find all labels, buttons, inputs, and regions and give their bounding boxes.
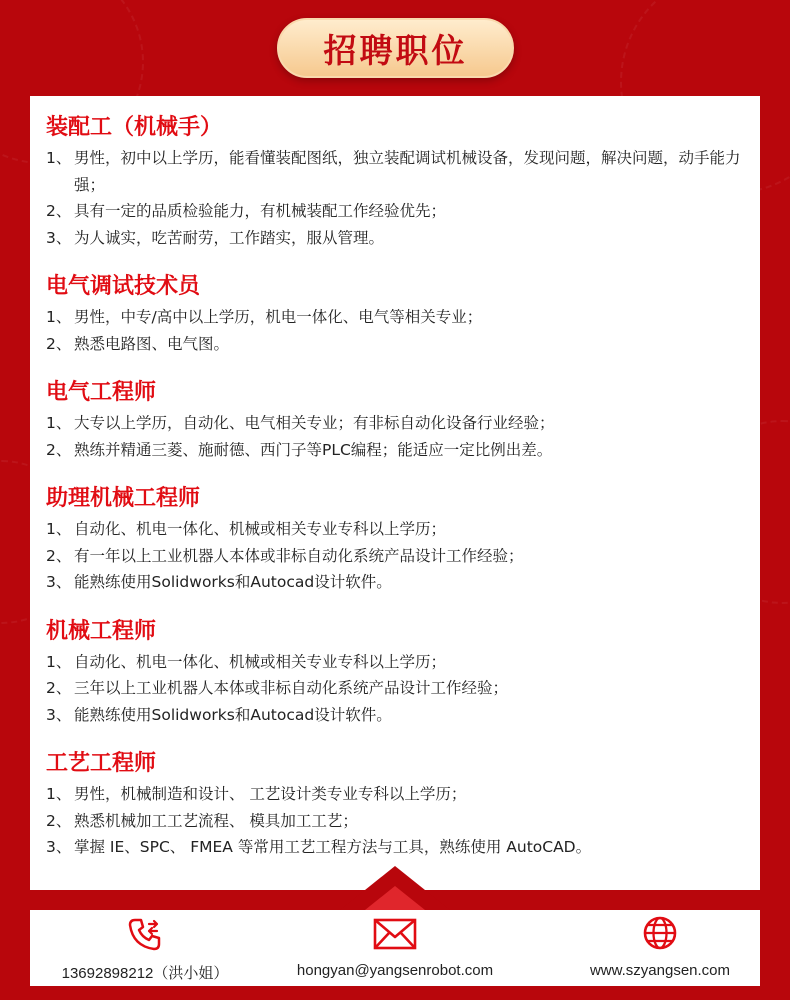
- contact-phone: [40, 910, 250, 983]
- requirement-number: 2、: [46, 334, 72, 353]
- requirement-item: [46, 410, 766, 437]
- job-title: 装配工（机械手）: [46, 115, 223, 140]
- job-section: [46, 616, 766, 729]
- job-title: 电气工程师: [46, 380, 157, 405]
- requirement-item: [46, 198, 766, 225]
- job-title: 电气调试技术员: [46, 274, 201, 299]
- globe-icon: [560, 910, 760, 952]
- title-badge: [277, 18, 514, 78]
- requirement-item: [46, 225, 766, 252]
- requirement-text: 男性，中专/高中以上学历，机电一体化、电气等相关专业；: [74, 308, 483, 326]
- requirement-text: 能熟练使用Solidworks和Autocad设计软件。: [74, 573, 392, 591]
- requirement-text: 有一年以上工业机器人本体或非标自动化系统产品设计工作经验；: [74, 546, 524, 565]
- email-text: hongyan@yangsenrobot.com: [296, 962, 494, 979]
- requirement-number: 3、: [46, 228, 72, 247]
- requirement-number: 2、: [46, 679, 72, 697]
- job-sections: [46, 112, 766, 881]
- requirement-text: 自动化、机电一体化、机械或相关专业专科以上学历；: [74, 652, 447, 671]
- phone-text: 13692898212（洪小姐）: [61, 965, 229, 982]
- requirement-number: 3、: [46, 573, 72, 591]
- requirement-item: [46, 331, 766, 358]
- job-title: 助理机械工程师: [46, 486, 201, 511]
- requirement-number: 1、: [46, 785, 72, 803]
- requirement-item: [46, 145, 766, 198]
- requirement-number: 2、: [46, 440, 72, 459]
- website-text: www.szyangsen.com: [589, 962, 731, 979]
- requirement-text: 具有一定的品质检验能力，有机械装配工作经验优先；: [74, 202, 447, 220]
- phone-icon: [40, 910, 250, 952]
- requirement-item: [46, 437, 766, 464]
- requirement-text: 三年以上工业机器人本体或非标自动化系统产品设计工作经验；: [74, 679, 509, 697]
- requirement-text: 掌握 IE、SPC、 FMEA 等常用工艺工程方法与工具，熟练使用 AutoCAD。: [74, 838, 592, 856]
- requirement-number: 3、: [46, 838, 72, 856]
- requirement-item: [46, 675, 766, 702]
- job-section: [46, 483, 766, 596]
- envelope-icon: [270, 910, 520, 952]
- requirement-number: 2、: [46, 811, 72, 830]
- requirement-item: [46, 702, 766, 729]
- requirement-number: 1、: [46, 652, 72, 671]
- job-section: [46, 271, 766, 357]
- requirement-text: 自动化、机电一体化、机械或相关专业专科以上学历；: [74, 520, 447, 538]
- requirement-item: [46, 543, 766, 570]
- contact-bar: [30, 910, 760, 986]
- job-section: [46, 112, 766, 251]
- requirement-number: 1、: [46, 149, 72, 167]
- requirement-text: 熟悉机械加工工艺流程、 模具加工工艺；: [74, 811, 358, 830]
- requirement-text: 大专以上学历，自动化、电气相关专业；有非标自动化设备行业经验；: [74, 414, 555, 432]
- requirement-number: 1、: [46, 520, 72, 538]
- job-section: [46, 748, 766, 861]
- requirement-text: 能熟练使用Solidworks和Autocad设计软件。: [74, 705, 392, 724]
- requirement-item: [46, 834, 766, 861]
- requirement-item: [46, 304, 766, 331]
- requirement-number: 1、: [46, 414, 72, 432]
- requirement-text: 熟练并精通三菱、施耐德、西门子等PLC编程；能适应一定比例出差。: [74, 440, 553, 459]
- job-section: [46, 377, 766, 463]
- requirement-item: [46, 569, 766, 596]
- job-title: 机械工程师: [46, 618, 157, 644]
- requirement-text: 男性，初中以上学历，能看懂装配图纸，独立装配调试机械设备，发现问题，解决问题，动手能力强；: [74, 149, 741, 194]
- requirement-item: [46, 649, 766, 676]
- requirement-item: [46, 808, 766, 835]
- requirement-text: 熟悉电路图、电气图。: [74, 334, 230, 353]
- requirement-item: [46, 516, 766, 543]
- requirement-number: 3、: [46, 705, 72, 724]
- requirement-item: [46, 781, 766, 808]
- requirement-number: 2、: [46, 202, 72, 220]
- requirement-number: 1、: [46, 308, 72, 326]
- requirement-text: 男性，机械制造和设计、 工艺设计类专业专科以上学历；: [74, 785, 467, 803]
- job-title: 工艺工程师: [46, 751, 157, 776]
- contact-website: [560, 910, 760, 979]
- requirement-number: 2、: [46, 546, 72, 565]
- page-title: 招聘职位: [323, 30, 468, 70]
- contact-email: [270, 910, 520, 979]
- chevron-divider: [0, 858, 790, 918]
- requirement-text: 为人诚实，吃苦耐劳，工作踏实，服从管理。: [74, 228, 385, 247]
